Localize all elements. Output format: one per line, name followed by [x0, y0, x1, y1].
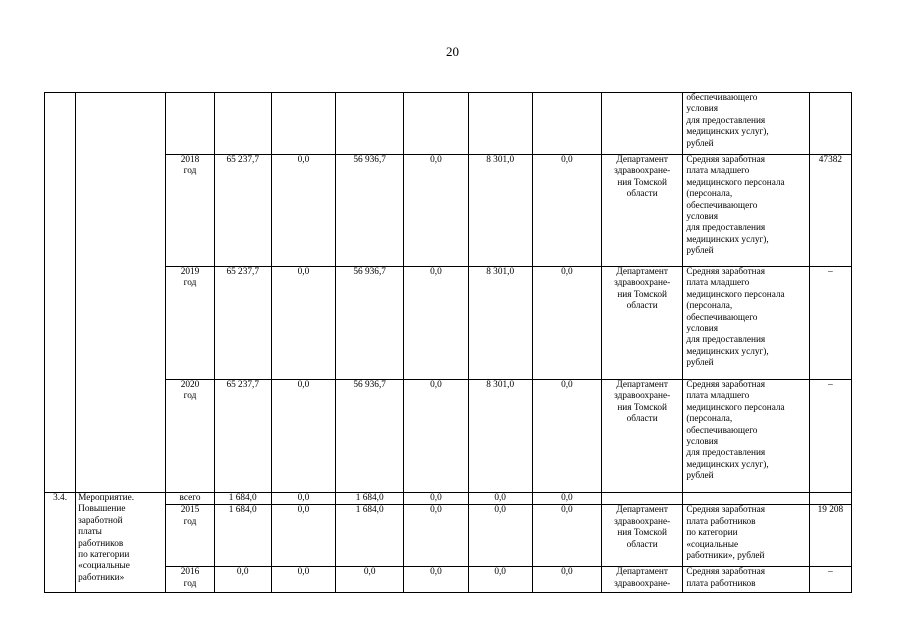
other-cell: 0,0: [532, 493, 601, 505]
indicator-value-cell: 47382: [809, 155, 851, 267]
other-cell: 0,0: [532, 380, 601, 493]
table-row: [45, 493, 852, 505]
local-cell: 0,0: [404, 493, 468, 505]
other-cell: 0,0: [532, 267, 601, 380]
total-cell: 1 684,0: [214, 493, 271, 505]
table-row: [45, 155, 852, 267]
regional-cell: 56 936,7: [336, 380, 404, 493]
table-row: [45, 380, 852, 493]
executor-cell: [602, 493, 683, 505]
measure-name-cell: Мероприятие. Повышение заработной платы работников по категории «социальные работники»: [76, 493, 166, 593]
indicator-cell: Средняя заработная плата младшего медицинского персонала (персонала, обеспечивающего условия для предоставления медицинских услуг), рублей: [683, 155, 809, 267]
regional-cell: 1 684,0: [336, 505, 404, 567]
year-cell: всего: [166, 493, 214, 505]
indicator-cell: Средняя заработная плата младшего медицинского персонала (персонала, обеспечивающего условия для предоставления медицинских услуг), рублей: [683, 380, 809, 493]
row-number-cell: [45, 93, 76, 493]
indicator-cell: [683, 493, 809, 505]
measure-name-cell: [76, 93, 166, 493]
program-table: [44, 92, 852, 593]
executor-cell: Департамент здравоохране- ния Томской области: [602, 267, 683, 380]
indicator-cell: Средняя заработная плата работников по категории «социальные работники», рублей: [683, 505, 809, 567]
local-cell: 0,0: [404, 505, 468, 567]
federal-cell: 0,0: [271, 505, 335, 567]
local-cell: 0,0: [404, 380, 468, 493]
local-cell: 0,0: [404, 567, 468, 593]
regional-cell: 0,0: [336, 567, 404, 593]
extrabudget-cell: 8 301,0: [468, 267, 532, 380]
federal-cell: 0,0: [271, 267, 335, 380]
indicator-cell: обеспечивающего условия для предоставления медицинских услуг), рублей: [683, 93, 809, 155]
total-cell: 1 684,0: [214, 505, 271, 567]
total-cell: 65 237,7: [214, 155, 271, 267]
executor-cell: Департамент здравоохране- ния Томской области: [602, 505, 683, 567]
federal-cell: 0,0: [271, 380, 335, 493]
year-cell: 2020 год: [166, 380, 214, 493]
local-cell: 0,0: [404, 267, 468, 380]
regional-cell: 56 936,7: [336, 267, 404, 380]
other-cell: 0,0: [532, 567, 601, 593]
year-cell: 2019 год: [166, 267, 214, 380]
extrabudget-cell: 8 301,0: [468, 380, 532, 493]
indicator-value-cell: –: [809, 380, 851, 493]
extrabudget-cell: 8 301,0: [468, 155, 532, 267]
regional-cell: 56 936,7: [336, 155, 404, 267]
extrabudget-cell: 0,0: [468, 493, 532, 505]
total-cell: 0,0: [214, 567, 271, 593]
table-row: [45, 505, 852, 567]
executor-cell: Департамент здравоохране-: [602, 567, 683, 593]
indicator-value-cell: [809, 493, 851, 505]
federal-cell: 0,0: [271, 493, 335, 505]
executor-cell: Департамент здравоохране- ния Томской области: [602, 380, 683, 493]
table-row: [45, 267, 852, 380]
table-row: [45, 567, 852, 593]
total-cell: 65 237,7: [214, 267, 271, 380]
indicator-value-cell: 19 208: [809, 505, 851, 567]
year-cell: 2015 год: [166, 505, 214, 567]
executor-cell: Департамент здравоохране- ния Томской области: [602, 155, 683, 267]
federal-cell: 0,0: [271, 567, 335, 593]
indicator-value-cell: –: [809, 567, 851, 593]
extrabudget-cell: 0,0: [468, 505, 532, 567]
indicator-cell: Средняя заработная плата работников: [683, 567, 809, 593]
row-number-cell: 3.4.: [45, 493, 76, 593]
year-cell: 2018 год: [166, 155, 214, 267]
federal-cell: 0,0: [271, 155, 335, 267]
continuation-row: [45, 93, 852, 155]
total-cell: 65 237,7: [214, 380, 271, 493]
other-cell: 0,0: [532, 155, 601, 267]
year-cell: 2016 год: [166, 567, 214, 593]
indicator-cell: Средняя заработная плата младшего медицинского персонала (персонала, обеспечивающего условия для предоставления медицинских услуг), рублей: [683, 267, 809, 380]
indicator-value-cell: –: [809, 267, 851, 380]
local-cell: 0,0: [404, 155, 468, 267]
page-number: 20: [446, 44, 459, 59]
other-cell: 0,0: [532, 505, 601, 567]
extrabudget-cell: 0,0: [468, 567, 532, 593]
regional-cell: 1 684,0: [336, 493, 404, 505]
